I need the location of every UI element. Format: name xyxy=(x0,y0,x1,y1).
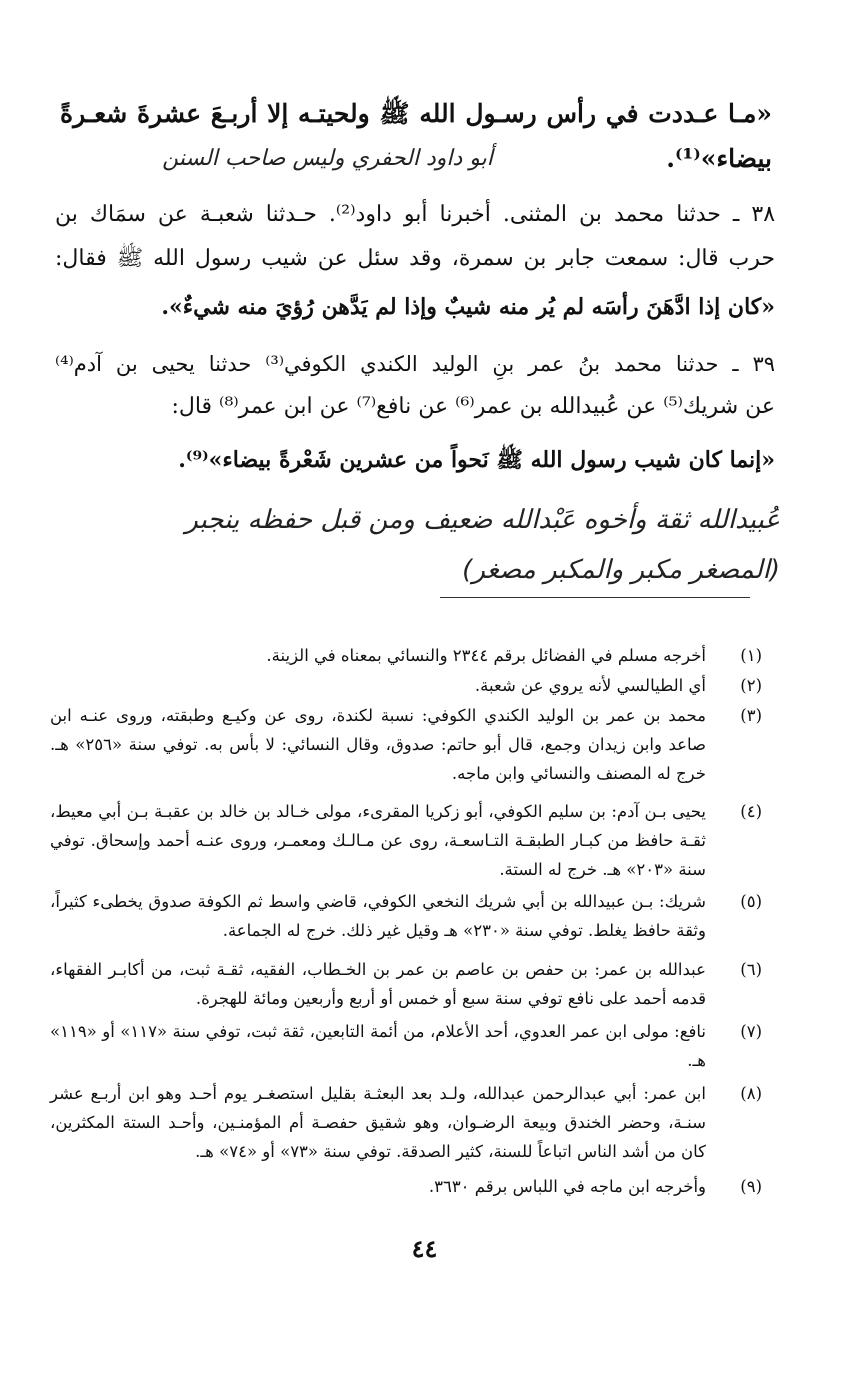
footnote-text: محمد بن عمر بن الوليد الكندي الكوفي: نسبة لكندة، روى عن وكيـع وطبقته، وروى عنـه ابن صاعد وابن زيدان وجمع، قال أبو حاتم: صدوق، وقال النسائي: لا بأس به. توفي سنة «٢٥٦» هـ. خرج له المصنف والنسائي وابن ماجه. xyxy=(50,706,707,783)
handwritten-underline xyxy=(440,597,750,598)
page-number: ٤٤ xyxy=(411,1234,438,1263)
hadith-38-line-1: ٣٨ ـ حدثنا محمد بن المثنى. أخبرنا أبو داود⁽²⁾. حـدثنا شعبـة عن سمَاك بن xyxy=(55,202,776,227)
footnote-text: نافع: مولى ابن عمر العدوي، أحد الأعلام، من أئمة التابعين، ثقة ثبت، توفي سنة «١١٧» أو «١١٩» هـ. xyxy=(50,1022,707,1070)
footnote-text: أخرجه مسلم في الفضائل برقم ٢٣٤٤ والنسائي بمعناه في الزينة. xyxy=(266,646,706,665)
footnote-number: (٢) xyxy=(740,676,762,695)
hadith-38-line-2: حرب قال: سمعت جابر بن سمرة، وقد سئل عن شيب رسول الله ﷺ فقال: xyxy=(55,246,775,271)
footnote-4 xyxy=(50,797,762,884)
footnote-text: أي الطيالسي لأنه يروي عن شعبة. xyxy=(474,676,706,695)
footnote-number: (٦) xyxy=(740,960,762,979)
footnote-text: ابن عمر: أبي عبدالرحمن عبدالله، ولـد بعد البعثـة بقليل استصغـر يوم أحـد وهو ابن أربـع عشر سنـة، وحضر الخندق وبيعة الرضـوان، وهو شقيق حفصـة أم المؤمنـين، وأحـد الستة المكثرين، كان من أشد الناس اتباعاً للسنة، كثير الصدقة. توفي سنة «٧٣» أو «٧٤» هـ. xyxy=(50,1084,706,1161)
footnote-7 xyxy=(50,1017,762,1075)
footnote-5 xyxy=(50,887,762,945)
hadith-39-line-1: ٣٩ ـ حدثنا محمد بنُ عمر بنِ الوليد الكندي الكوفي⁽³⁾ حدثنا يحيى بن آدم⁽⁴⁾ xyxy=(55,352,775,376)
footnote-number: (٥) xyxy=(740,892,762,911)
hadith-38-quote: «كان إذا ادَّهَنَ رأسَه لم يُر منه شيبٌ وإذا لم يَدَّهن رُؤيَ منه شيءٌ». xyxy=(161,294,775,320)
footnote-8 xyxy=(50,1079,762,1166)
opening-quote-line-2: بيضاء»⁽¹⁾. xyxy=(666,144,772,173)
footnote-2 xyxy=(50,671,762,700)
footnote-text: يحيى بـن آدم: بن سليم الكوفي، أبو زكريا المقرىء، مولى خـالد بن خالد بن عقبـة بـن أبي معيط، ثقـة حافظ من كبـار الطبقـة التـاسعـة، روى عن مـالـك ومعمـر، وروى عنـه أحمد وإسحاق. توفي سنة «٢٠٣» هـ. خرج له الستة. xyxy=(50,802,706,879)
footnote-number: (٩) xyxy=(740,1177,762,1196)
footnote-text: وأخرجه ابن ماجه في اللباس برقم ٣٦٣٠. xyxy=(428,1177,706,1196)
footnote-number: (٣) xyxy=(740,706,762,725)
handwritten-note-line-1: عُبيدالله ثقة وأخوه عَبْدالله ضعيف ومن قبل حفظه ينجبر xyxy=(185,505,780,535)
footnote-text: شريك: بـن عبيدالله بن أبي شريك النخعي الكوفي، قاضي واسط ثم الكوفة صدوق يخطىء كثيراً، وثقة حافظ يغلط. توفي سنة «٢٣٠» هـ وقيل غير ذلك. خرج له الجماعة. xyxy=(50,892,706,940)
hadith-39-line-2: عن شريك⁽⁵⁾ عن عُبيدالله بن عمر⁽⁶⁾ عن نافع⁽⁷⁾ عن ابن عمر⁽⁸⁾ قال: xyxy=(171,394,775,419)
footnote-1 xyxy=(50,641,762,670)
opening-quote-line-1: «مـا عـددت في رأس رسـول الله ﷺ ولحيتـه إلا أربـعَ عشرةَ شعـرةً xyxy=(60,99,772,128)
hadith-39-quote: «إنما كان شيب رسول الله ﷺ نَحواً من عشرين شَعْرةً بيضاء»⁽⁹⁾. xyxy=(178,447,775,473)
footnote-number: (٤) xyxy=(740,802,762,821)
footnote-number: (١) xyxy=(740,646,762,665)
footnote-text: عبدالله بن عمر: بن حفص بن عاصم بن عمر بن الخـطاب، الفقيه، ثقـة ثبت، من أكابـر الفقهاء، قدمه أحمد على نافع توفي سنة سبع أو خمس أو أربع وأربعين ومائة للهجرة. xyxy=(50,960,706,1008)
handwritten-note-line-2: (المصغر مكبر والمكبر مصغر) xyxy=(462,555,780,585)
footnote-3 xyxy=(50,701,762,788)
footnote-9 xyxy=(50,1172,762,1201)
footnote-6 xyxy=(50,955,762,1013)
footnote-number: (٧) xyxy=(740,1022,762,1041)
handwritten-annotation-1: أبو داود الحفري وليس صاحب السنن xyxy=(162,146,493,171)
footnote-number: (٨) xyxy=(740,1084,762,1103)
